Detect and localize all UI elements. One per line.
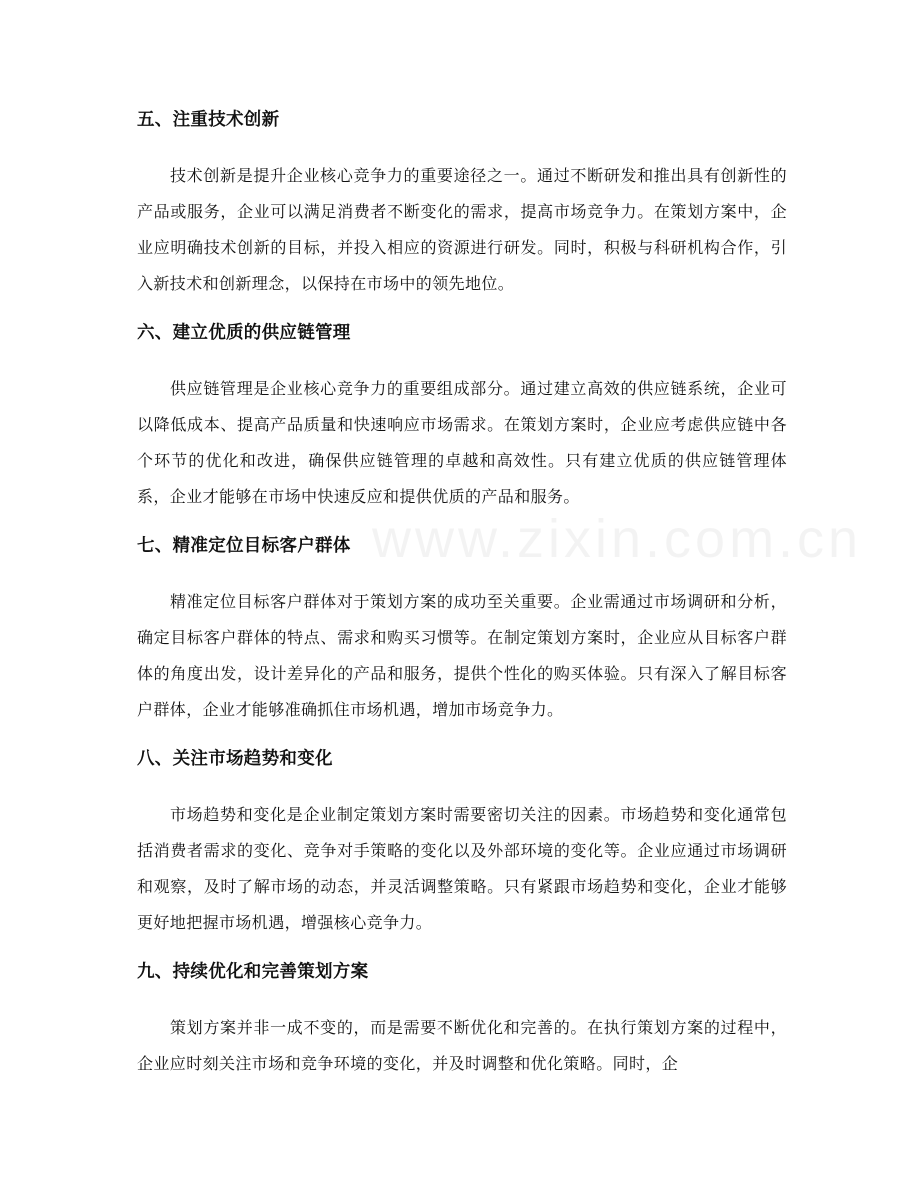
section-heading: 八、关注市场趋势和变化 — [137, 749, 333, 769]
section-heading: 九、持续优化和完善策划方案 — [137, 962, 369, 982]
section-5 — [137, 100, 787, 302]
section-7 — [137, 526, 787, 728]
section-heading: 七、精准定位目标客户群体 — [137, 536, 351, 556]
section-paragraph: 市场趋势和变化是企业制定策划方案时需要密切关注的因素。市场趋势和变化通常包括消费者需求的变化、竞争对手策略的变化以及外部环境的变化等。企业应通过市场调研和观察，及时了解市场的动态，并灵活调整策略。只有紧跟市场趋势和变化，企业才能够更好地把握市场机遇，增强核心竞争力。 — [137, 805, 787, 932]
section-9 — [137, 952, 787, 1082]
section-heading: 六、建立优质的供应链管理 — [137, 323, 351, 343]
section-8 — [137, 739, 787, 941]
section-paragraph: 供应链管理是企业核心竞争力的重要组成部分。通过建立高效的供应链系统，企业可以降低成本、提高产品质量和快速响应市场需求。在策划方案时，企业应考虑供应链中各个环节的优化和改进，确保供应链管理的卓越和高效性。只有建立优质的供应链管理体系，企业才能够在市场中快速反应和提供优质的产品和服务。 — [137, 379, 787, 506]
section-paragraph: 精准定位目标客户群体对于策划方案的成功至关重要。企业需通过市场调研和分析，确定目标客户群体的特点、需求和购买习惯等。在制定策划方案时，企业应从目标客户群体的角度出发，设计差异化的产品和服务，提供个性化的购买体验。只有深入了解目标客户群体，企业才能够准确抓住市场机遇，增加市场竞争力。 — [137, 592, 787, 719]
section-6 — [137, 313, 787, 515]
section-heading: 五、注重技术创新 — [137, 110, 280, 130]
document-content — [137, 100, 787, 1082]
section-paragraph: 技术创新是提升企业核心竞争力的重要途径之一。通过不断研发和推出具有创新性的产品或服务，企业可以满足消费者不断变化的需求，提高市场竞争力。在策划方案中，企业应明确技术创新的目标，并投入相应的资源进行研发。同时，积极与科研机构合作，引入新技术和创新理念，以保持在市场中的领先地位。 — [137, 166, 787, 293]
section-paragraph: 策划方案并非一成不变的，而是需要不断优化和完善的。在执行策划方案的过程中，企业应时刻关注市场和竞争环境的变化，并及时调整和优化策略。同时，企 — [137, 1018, 787, 1073]
